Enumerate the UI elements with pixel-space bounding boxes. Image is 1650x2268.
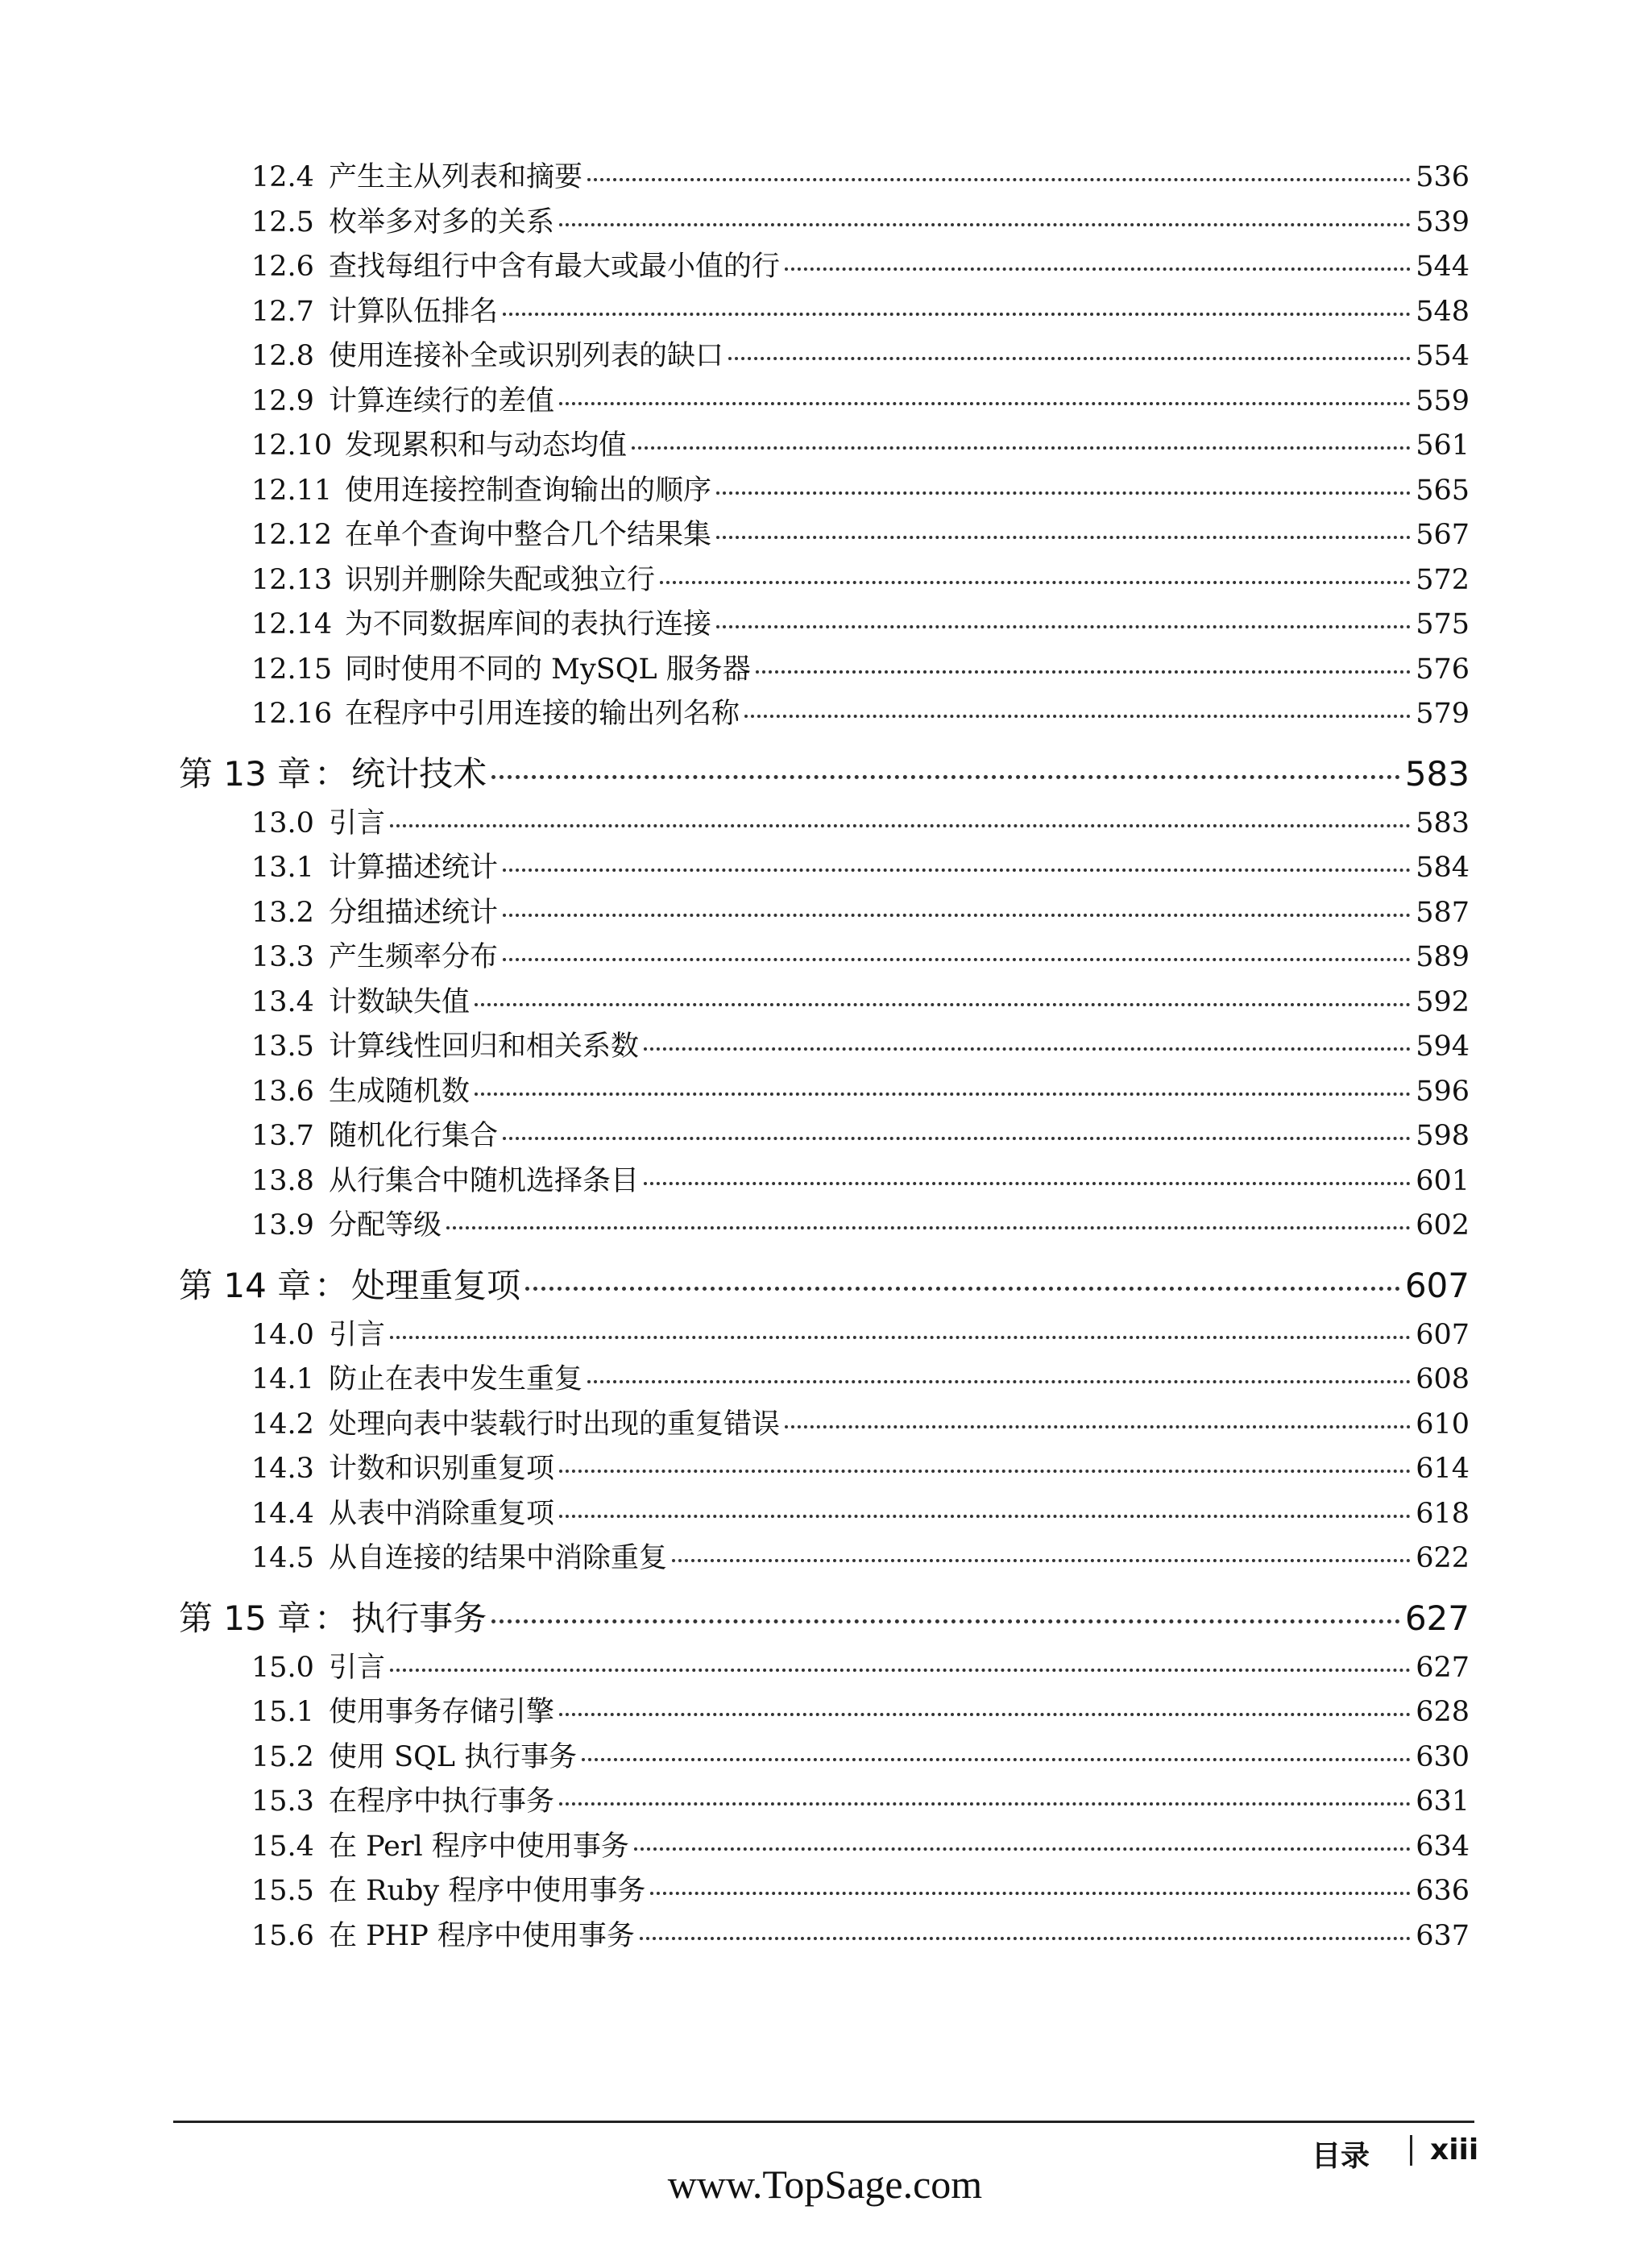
toc-dot-leader bbox=[559, 1515, 1411, 1518]
toc-section-entry bbox=[251, 1159, 1470, 1199]
toc-section-entry bbox=[251, 1402, 1470, 1442]
toc-entry-number: 15.6 bbox=[251, 1919, 314, 1952]
toc-section-entry bbox=[251, 935, 1470, 975]
toc-entry-title: 从表中消除重复项 bbox=[329, 1497, 555, 1530]
toc-section-entry bbox=[251, 289, 1470, 330]
toc-entry-number: 13.7 bbox=[251, 1120, 314, 1152]
toc-entry-number: 13.3 bbox=[251, 941, 314, 973]
footer-url: www.TopSage.com bbox=[667, 2162, 983, 2207]
toc-dot-leader bbox=[672, 1559, 1411, 1562]
toc-dot-leader bbox=[475, 1003, 1411, 1006]
toc-dot-leader bbox=[582, 1758, 1411, 1761]
toc-entry-number: 第 14 章 bbox=[179, 1265, 312, 1305]
toc-entry-title: 产生主从列表和摘要 bbox=[329, 161, 583, 193]
toc-dot-leader bbox=[525, 1287, 1400, 1291]
toc-section-entry bbox=[251, 512, 1470, 553]
toc-entry-title: 分配等级 bbox=[329, 1209, 442, 1242]
toc-entry-number: 12.7 bbox=[251, 295, 314, 328]
toc-dot-leader bbox=[503, 313, 1411, 316]
toc-entry-number: 14.3 bbox=[251, 1453, 314, 1485]
toc-entry-number: 12.15 bbox=[251, 653, 333, 686]
toc-entry-title: 引言 bbox=[329, 1318, 386, 1351]
toc-entry-page: 631 bbox=[1416, 1785, 1470, 1818]
toc-entry-page: 548 bbox=[1416, 295, 1470, 328]
footer-rule bbox=[173, 2121, 1474, 2123]
toc-entry-title: 为不同数据库间的表执行连接 bbox=[345, 608, 712, 641]
toc-dot-leader bbox=[785, 1425, 1411, 1428]
toc-entry-number: 12.11 bbox=[251, 474, 333, 507]
toc-entry-title: 使用连接控制查询输出的顺序 bbox=[345, 474, 712, 507]
toc-entry-number: 第 13 章 bbox=[179, 753, 312, 794]
toc-entry-number: 15.5 bbox=[251, 1875, 314, 1907]
toc-entry-page: 602 bbox=[1416, 1209, 1470, 1242]
toc-entry-page: 539 bbox=[1416, 205, 1470, 238]
toc-section-entry bbox=[251, 1913, 1470, 1954]
toc-entry-number: 15.4 bbox=[251, 1830, 314, 1863]
toc-entry-title: 枚举多对多的关系 bbox=[329, 205, 555, 238]
toc-entry-number: 12.5 bbox=[251, 205, 314, 238]
toc-entry-title: 产生频率分布 bbox=[329, 941, 499, 973]
toc-entry-page: 583 bbox=[1416, 806, 1470, 840]
toc-dot-leader bbox=[744, 715, 1411, 718]
footer-page-number: xiii bbox=[1430, 2133, 1479, 2166]
toc-entry-page: 536 bbox=[1416, 161, 1470, 193]
toc-section-entry bbox=[251, 1024, 1470, 1064]
toc-entry-page: 628 bbox=[1416, 1696, 1470, 1728]
toc-entry-page: 589 bbox=[1416, 941, 1470, 973]
toc-entry-page: 594 bbox=[1416, 1030, 1470, 1063]
toc-section-entry bbox=[251, 1203, 1470, 1243]
toc-section-entry bbox=[251, 1690, 1470, 1730]
toc-section-entry bbox=[251, 558, 1470, 598]
toc-entry-number: 13.6 bbox=[251, 1075, 314, 1108]
toc-entry-number: 15.2 bbox=[251, 1740, 314, 1773]
toc-chapter-entry bbox=[179, 748, 1470, 796]
toc-dot-leader bbox=[446, 1226, 1411, 1229]
toc-entry-page: 554 bbox=[1416, 340, 1470, 372]
toc-entry-title: 在 PHP 程序中使用事务 bbox=[329, 1919, 635, 1952]
toc-entry-number: 15.0 bbox=[251, 1651, 314, 1684]
toc-entry-title: 计数缺失值 bbox=[329, 985, 471, 1018]
toc-entry-number: 12.13 bbox=[251, 563, 333, 596]
toc-entry-number: 13.2 bbox=[251, 896, 314, 929]
toc-entry-title: 识别并删除失配或独立行 bbox=[345, 563, 656, 596]
toc-dot-leader bbox=[716, 536, 1411, 539]
toc-entry-page: 584 bbox=[1416, 852, 1470, 884]
toc-chapter-entry bbox=[179, 1259, 1470, 1308]
toc-dot-leader bbox=[728, 357, 1411, 360]
toc-dot-leader bbox=[650, 1892, 1411, 1895]
toc-entry-number: 13.4 bbox=[251, 985, 314, 1018]
toc-entry-page: 592 bbox=[1416, 985, 1470, 1018]
toc-section-entry bbox=[251, 244, 1470, 284]
toc-entry-page: 561 bbox=[1416, 429, 1470, 462]
toc-section-entry bbox=[251, 334, 1470, 374]
toc-entry-title: 处理重复项 bbox=[351, 1265, 521, 1305]
toc-section-entry bbox=[251, 1824, 1470, 1864]
toc-entry-title: 分组描述统计 bbox=[329, 896, 499, 929]
toc-dot-leader bbox=[587, 178, 1411, 181]
toc-entry-number: 13.8 bbox=[251, 1164, 314, 1197]
toc-section-entry bbox=[251, 1446, 1470, 1486]
toc-section-entry bbox=[251, 1312, 1470, 1353]
footer-section-label: 目录 bbox=[1312, 2140, 1370, 2173]
toc-section-entry bbox=[251, 379, 1470, 419]
toc-entry-page: 576 bbox=[1416, 653, 1470, 686]
toc-entry-page: 572 bbox=[1416, 563, 1470, 596]
toc-entry-title: 在程序中执行事务 bbox=[329, 1785, 555, 1818]
toc-dot-leader bbox=[491, 775, 1400, 779]
toc-dot-leader bbox=[644, 1182, 1411, 1185]
toc-entry-title: 计算队伍排名 bbox=[329, 295, 499, 328]
toc-dot-leader bbox=[390, 1336, 1411, 1339]
toc-entry-number: 12.14 bbox=[251, 608, 333, 641]
toc-entry-number: 15.3 bbox=[251, 1785, 314, 1818]
toc-entry-title: 生成随机数 bbox=[329, 1075, 471, 1108]
toc-entry-title: 在单个查询中整合几个结果集 bbox=[345, 519, 712, 551]
toc-section-entry bbox=[251, 1536, 1470, 1576]
toc-dot-leader bbox=[559, 402, 1411, 405]
toc-entry-title: 从自连接的结果中消除重复 bbox=[329, 1542, 668, 1574]
toc-entry-title: 计算描述统计 bbox=[329, 852, 499, 884]
toc-entry-title: 引言 bbox=[329, 806, 386, 840]
toc-entry-number: 14.5 bbox=[251, 1542, 314, 1574]
toc-entry-page: 575 bbox=[1416, 608, 1470, 641]
toc-entry-number: 13.5 bbox=[251, 1030, 314, 1063]
toc-entry-page: 610 bbox=[1416, 1408, 1470, 1441]
toc-entry-page: 634 bbox=[1416, 1830, 1470, 1863]
toc-dot-leader bbox=[634, 1847, 1411, 1851]
toc-section-entry bbox=[251, 845, 1470, 885]
toc-entry-title: 使用 SQL 执行事务 bbox=[329, 1740, 578, 1773]
toc-entry-number: 13.1 bbox=[251, 852, 314, 884]
toc-entry-number: 14.2 bbox=[251, 1408, 314, 1441]
toc-entry-title: 计算线性回归和相关系数 bbox=[329, 1030, 640, 1063]
toc-entry-page: 627 bbox=[1416, 1651, 1470, 1684]
toc-dot-leader bbox=[716, 491, 1411, 495]
toc-dot-leader bbox=[390, 1669, 1411, 1672]
toc-entry-title: 在程序中引用连接的输出列名称 bbox=[345, 698, 740, 730]
toc-entry-page: 607 bbox=[1404, 1265, 1470, 1305]
toc-entry-page: 614 bbox=[1416, 1453, 1470, 1485]
toc-entry-colon: ： bbox=[314, 1265, 349, 1305]
toc-dot-leader bbox=[756, 670, 1411, 674]
toc-entry-number: 12.12 bbox=[251, 519, 333, 551]
toc-section-entry bbox=[251, 1069, 1470, 1109]
toc-entry-number: 13.0 bbox=[251, 806, 314, 840]
toc-entry-page: 627 bbox=[1404, 1598, 1470, 1638]
toc-entry-number: 15.1 bbox=[251, 1696, 314, 1728]
toc-entry-title: 查找每组行中含有最大或最小值的行 bbox=[329, 251, 781, 283]
toc-entry-number: 12.10 bbox=[251, 429, 333, 462]
toc-entry-page: 607 bbox=[1416, 1318, 1470, 1351]
toc-entry-colon: ： bbox=[314, 1598, 349, 1638]
toc-dot-leader bbox=[503, 1137, 1411, 1140]
toc-section-entry bbox=[251, 602, 1470, 642]
toc-dot-leader bbox=[559, 1802, 1411, 1806]
toc-entry-page: 636 bbox=[1416, 1875, 1470, 1907]
toc-section-entry bbox=[251, 1735, 1470, 1775]
toc-entry-title: 统计技术 bbox=[351, 753, 487, 794]
toc-dot-leader bbox=[587, 1380, 1411, 1383]
toc-entry-title: 引言 bbox=[329, 1651, 386, 1684]
toc-entry-colon: ： bbox=[314, 753, 349, 794]
toc-dot-leader bbox=[640, 1937, 1411, 1940]
toc-entry-title: 在 Perl 程序中使用事务 bbox=[329, 1830, 629, 1863]
toc-entry-page: 567 bbox=[1416, 519, 1470, 551]
toc-entry-page: 565 bbox=[1416, 474, 1470, 507]
toc-dot-leader bbox=[716, 625, 1411, 628]
toc-section-entry bbox=[251, 801, 1470, 841]
toc-entry-number: 12.9 bbox=[251, 384, 314, 417]
toc-entry-title: 使用事务存储引擎 bbox=[329, 1696, 555, 1728]
toc-entry-title: 执行事务 bbox=[351, 1598, 487, 1638]
toc-section-entry bbox=[251, 423, 1470, 463]
toc-entry-page: 637 bbox=[1416, 1919, 1470, 1952]
toc-section-entry bbox=[251, 1491, 1470, 1532]
toc-section-entry bbox=[251, 691, 1470, 732]
toc-section-entry bbox=[251, 647, 1470, 687]
toc-entry-title: 随机化行集合 bbox=[329, 1120, 499, 1152]
toc-entry-title: 发现累积和与动态均值 bbox=[345, 429, 628, 462]
toc-dot-leader bbox=[503, 869, 1411, 872]
toc-entry-number: 12.4 bbox=[251, 161, 314, 193]
toc-section-entry bbox=[251, 980, 1470, 1020]
toc-entry-title: 在 Ruby 程序中使用事务 bbox=[329, 1875, 646, 1907]
toc-dot-leader bbox=[632, 446, 1411, 450]
toc-section-entry bbox=[251, 890, 1470, 931]
toc-entry-page: 544 bbox=[1416, 251, 1470, 283]
toc-section-entry bbox=[251, 1779, 1470, 1819]
toc-entry-number: 12.6 bbox=[251, 251, 314, 283]
toc-entry-number: 14.0 bbox=[251, 1318, 314, 1351]
toc-entry-number: 12.16 bbox=[251, 698, 333, 730]
toc-dot-leader bbox=[644, 1047, 1411, 1051]
toc-entry-title: 计算连续行的差值 bbox=[329, 384, 555, 417]
toc-entry-page: 622 bbox=[1416, 1542, 1470, 1574]
toc-entry-number: 14.4 bbox=[251, 1497, 314, 1530]
toc-dot-leader bbox=[785, 267, 1411, 271]
toc-dot-leader bbox=[503, 914, 1411, 917]
toc-entry-page: 630 bbox=[1416, 1740, 1470, 1773]
toc-entry-page: 579 bbox=[1416, 698, 1470, 730]
toc-dot-leader bbox=[475, 1093, 1411, 1096]
toc-section-entry bbox=[251, 155, 1470, 195]
toc-entry-page: 608 bbox=[1416, 1363, 1470, 1395]
toc-entry-title: 计数和识别重复项 bbox=[329, 1453, 555, 1485]
toc-entry-number: 第 15 章 bbox=[179, 1598, 312, 1638]
toc-entry-page: 601 bbox=[1416, 1164, 1470, 1197]
toc-dot-leader bbox=[559, 1470, 1411, 1473]
toc-section-entry bbox=[251, 1645, 1470, 1685]
toc-entry-page: 559 bbox=[1416, 384, 1470, 417]
toc-section-entry bbox=[251, 468, 1470, 508]
toc-section-entry bbox=[251, 1868, 1470, 1909]
toc-dot-leader bbox=[503, 958, 1411, 961]
toc-entry-page: 596 bbox=[1416, 1075, 1470, 1108]
toc-entry-title: 使用连接补全或识别列表的缺口 bbox=[329, 340, 724, 372]
toc-dot-leader bbox=[660, 581, 1411, 584]
toc-entry-title: 处理向表中装载行时出现的重复错误 bbox=[329, 1408, 781, 1441]
toc-entry-title: 同时使用不同的 MySQL 服务器 bbox=[345, 653, 751, 686]
toc-dot-leader bbox=[559, 223, 1411, 226]
toc-entry-page: 583 bbox=[1404, 753, 1470, 794]
toc-dot-leader bbox=[390, 824, 1411, 827]
toc-entry-page: 598 bbox=[1416, 1120, 1470, 1152]
toc-section-entry bbox=[251, 200, 1470, 240]
toc-entry-title: 从行集合中随机选择条目 bbox=[329, 1164, 640, 1197]
toc-entry-number: 12.8 bbox=[251, 340, 314, 372]
toc-entry-page: 587 bbox=[1416, 896, 1470, 929]
toc-entry-number: 14.1 bbox=[251, 1363, 314, 1395]
toc-entry-number: 13.9 bbox=[251, 1209, 314, 1242]
toc-chapter-entry bbox=[179, 1592, 1470, 1640]
toc-entry-page: 618 bbox=[1416, 1497, 1470, 1530]
toc-entry-title: 防止在表中发生重复 bbox=[329, 1363, 583, 1395]
toc-section-entry bbox=[251, 1113, 1470, 1154]
toc-dot-leader bbox=[491, 1619, 1400, 1623]
toc-section-entry bbox=[251, 1357, 1470, 1397]
toc-dot-leader bbox=[559, 1713, 1411, 1716]
